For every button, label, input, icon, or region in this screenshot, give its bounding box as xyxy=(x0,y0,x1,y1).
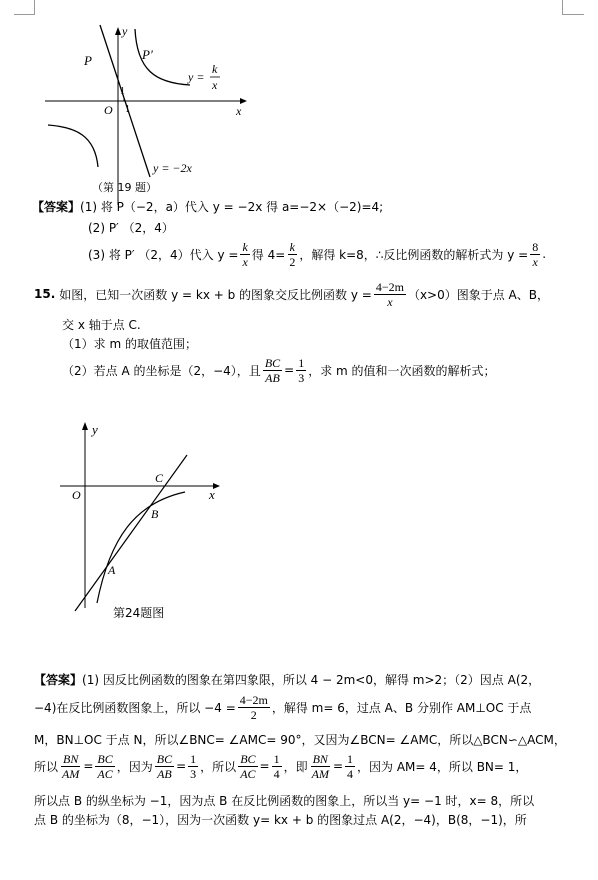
fraction-bc-ac-2: $\frac{BC}{AC}$ xyxy=(240,751,256,781)
answer-15-l4b: ，因为 xyxy=(116,759,153,774)
question-15-line2: 交 x 轴于点 C. xyxy=(62,318,141,332)
label-y: y xyxy=(92,422,98,437)
fraction-bc-over-ab: $\frac{BC}{AB}$ xyxy=(264,355,281,385)
label-x: x xyxy=(209,487,215,502)
equals: = xyxy=(259,759,270,773)
equals: = xyxy=(284,363,295,377)
line-label: y = −2x xyxy=(153,161,192,175)
answer-15-l2b: ，解得 m= 6，过点 A、B 分别作 AM⊥OC 于点 xyxy=(271,700,532,715)
answer-15-line6: 点 B 的坐标为（8，−1），因为一次函数 y= kx + b 的图象过点 A(2，−4)，B(8，−1)，所 xyxy=(34,813,527,827)
label-B: B xyxy=(151,507,159,521)
figure-19-graph xyxy=(40,15,280,215)
figure-24-graph xyxy=(55,418,235,628)
label-A: A xyxy=(108,563,116,577)
fraction-1-4: $\frac{1}{4}$ xyxy=(273,751,280,781)
answer-15-text1: (1) 因反比例函数的图象在第四象限，所以 4 − 2m<0，解得 m>2；（2）因点 A(2， xyxy=(82,673,541,687)
question-15-text1b: （x>0）图象于点 A、B， xyxy=(407,287,549,302)
answer-19-l3c: ，解得 k=8，∴反比例函数的解析式为 y = xyxy=(299,247,529,262)
label-P-prime: P′ xyxy=(142,47,153,62)
label-P: P xyxy=(84,53,92,68)
answer-19-l3b: 得 4= xyxy=(251,247,286,262)
label-1-x: 1 xyxy=(125,104,130,115)
figure-19-caption: （第 19 题） xyxy=(92,181,157,194)
curve-label-x: x xyxy=(212,78,218,92)
question-15-part1: （1）求 m 的取值范围； xyxy=(62,337,197,351)
label-origin: O xyxy=(72,488,81,502)
fraction-bn-am-2: $\frac{BN}{AM}$ xyxy=(311,751,329,781)
answer-tag: 【答案】 xyxy=(32,200,81,214)
fraction-1-over-3: $\frac{1}{3}$ xyxy=(298,355,305,385)
answer-15-l2a: −4)在反比例函数图象上，所以 −4 = xyxy=(34,700,236,715)
fraction-8-over-x: $\frac{8}{x}$ xyxy=(532,239,539,269)
y-axis-arrow xyxy=(115,27,121,35)
fraction-k-over-2: $\frac{k}{2}$ xyxy=(289,239,296,269)
corner-mark-right-h xyxy=(562,14,584,15)
answer-19-line2: (2) P′ （2，4） xyxy=(88,221,174,235)
answer-15-line4 xyxy=(34,746,527,786)
label-1-y: 1 xyxy=(120,86,125,97)
hyperbola-branch-q3 xyxy=(48,125,98,167)
question-15-part2b: ，求 m 的值和一次函数的解析式； xyxy=(308,363,496,378)
label-x: x xyxy=(236,104,242,118)
answer-19-l3d: . xyxy=(542,247,547,261)
corner-mark-left-v xyxy=(34,0,35,14)
question-15-part2a: （2）若点 A 的坐标是（2，−4），且 xyxy=(62,363,261,378)
curve-label-k: k xyxy=(212,62,218,76)
fraction-bc-ac: $\frac{BC}{AC}$ xyxy=(97,751,113,781)
label-origin: O xyxy=(104,103,113,117)
question-15-text1a: 如图，已知一次函数 y = kx + b 的图象交反比例函数 y = xyxy=(59,287,372,302)
answer-15-line3: M，BN⊥OC 于点 N，所以∠BNC= ∠AMC= 90°，又因为∠BCN= ∠AMC，所以△BCN∽△ACM， xyxy=(34,733,566,747)
hyperbola-curve xyxy=(97,492,185,603)
fraction-1-4-2: $\frac{1}{4}$ xyxy=(347,751,353,781)
corner-mark-left-h xyxy=(14,14,35,15)
answer-15-line2 xyxy=(34,688,531,726)
answer-15-l4e: ，因为 AM= 4，所以 BN= 1， xyxy=(357,759,528,774)
answer-19-l3a: (3) 将 P′ （2，4）代入 y = xyxy=(88,247,239,262)
answer-15-l4a: 所以 xyxy=(34,759,59,774)
question-number: 15. xyxy=(34,287,56,301)
figure-24-caption: 第24题图 xyxy=(113,606,165,620)
question-15-part2 xyxy=(62,352,496,388)
answer-15-line1 xyxy=(34,671,540,688)
question-15-line1 xyxy=(34,276,549,312)
fraction-1-3: $\frac{1}{3}$ xyxy=(190,751,197,781)
answer-tag: 【答案】 xyxy=(34,673,83,687)
answer-19-line3 xyxy=(88,236,546,272)
y-axis-arrow xyxy=(82,422,88,430)
answer-15-l4d: ，即 xyxy=(283,759,308,774)
equals: = xyxy=(176,759,187,773)
answer-15-l4c: ，所以 xyxy=(200,759,237,774)
fraction-bn-am: $\frac{BN}{AM}$ xyxy=(62,751,80,781)
fraction-4-2m-over-2: $\frac{4-2m}{2}$ xyxy=(239,692,268,722)
curve-label-y: y = xyxy=(188,70,205,84)
equals: = xyxy=(332,759,343,773)
label-C: C xyxy=(155,471,164,485)
answer-19-line1 xyxy=(32,198,383,215)
answer-15-line5: 所以点 B 的纵坐标为 −1，因为点 B 在反比例函数的图象上，所以当 y= −1 时，x= 8，所以 xyxy=(34,794,535,808)
label-y: y xyxy=(122,24,128,38)
corner-mark-right-v xyxy=(562,0,563,14)
answer-19-text1: (1) 将 P（−2，a）代入 y = −2x 得 a=−2×（−2)=4; xyxy=(80,200,384,214)
fraction-bc-ab: $\frac{BC}{AB}$ xyxy=(156,751,173,781)
fraction-k-over-x: $\frac{k}{x}$ xyxy=(242,239,248,269)
line-kx-plus-b xyxy=(75,455,187,611)
equals: = xyxy=(83,759,94,773)
fraction-4-2m-over-x: $\frac{4-2m}{x}$ xyxy=(375,279,404,309)
